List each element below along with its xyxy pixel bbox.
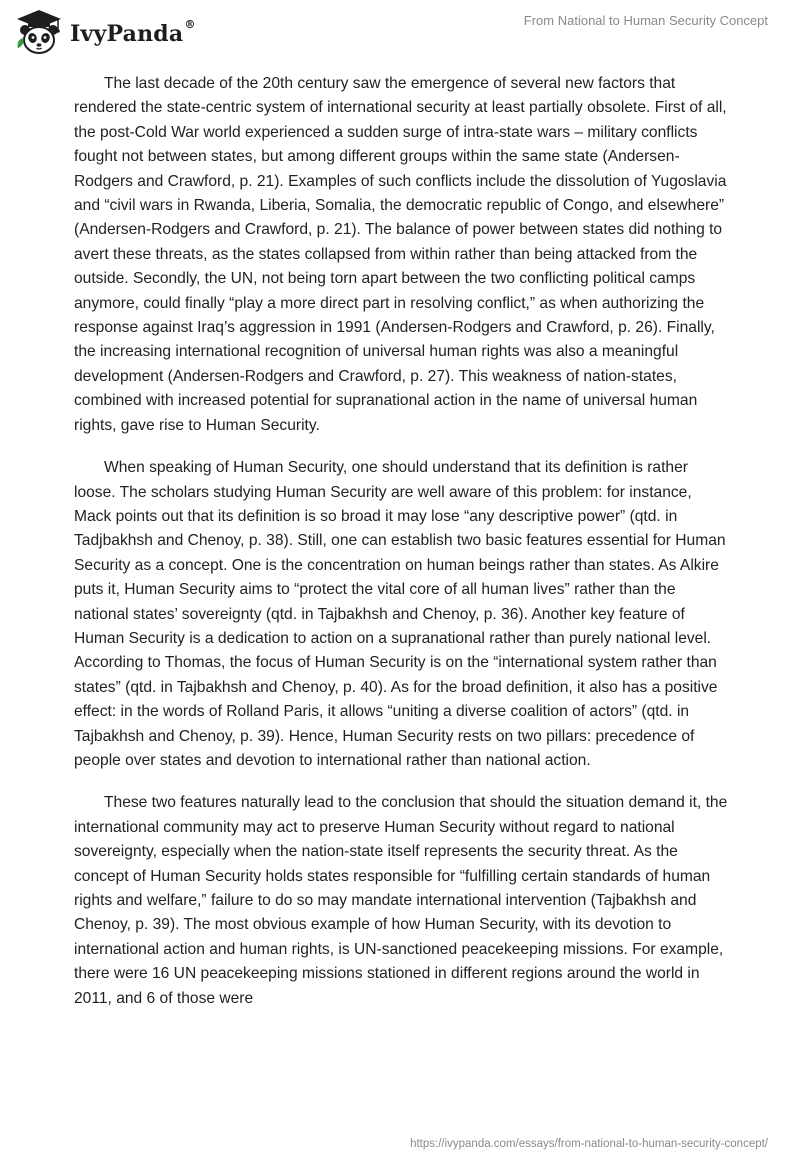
ivypanda-logo[interactable] [14, 8, 196, 58]
brand-name: IvyPanda® [70, 18, 196, 47]
source-url[interactable]: https://ivypanda.com/essays/from-national-to-human-security-concept/ [410, 1138, 768, 1150]
paragraph-3: These two features naturally lead to the conclusion that should the situation demand it, the international community may act to preserve Human Security without regard to national sovereignty, especially when the nation-state itself represents the security threat. As the concept of Human Security holds states responsible for “fulfilling certain standards of human rights and welfare,” failure to do so may mandate international intervention (Tajbakhsh and Chenoy, p. 39). The most obvious example of how Human Security, with its devotion to international action and human rights, is UN-sanctioned peacekeeping missions. For example, there were 16 UN peacekeeping missions stationed in different regions around the world in 2011, and 6 of those were [74, 794, 728, 1007]
essay-body [74, 72, 730, 1029]
document-title: From National to Human Security Concept [523, 13, 768, 28]
paragraph-1: The last decade of the 20th century saw the emergence of several new factors that rendered the state-centric system of international security at least partially obsolete. First of all, the post-Cold War world experienced a sudden surge of intra-state wars – military conflicts fought not between states, but among different groups within the same state (Andersen-Rodgers and Crawford, p. 21). Examples of such conflicts include the dissolution of Yugoslavia and “civil wars in Rwanda, Liberia, Somalia, the democratic republic of Congo, and elsewhere” (Andersen-Rodgers and Crawford, p. 21). The balance of power between states did nothing to avert these threats, as the states collapsed from within rather than being attacked from the outside. Secondly, the UN, not being torn apart between the two conflicting political camps anymore, could finally “play a more direct part in resolving conflict,” as when authorizing the response against Iraq’s aggression in 1991 (Andersen-Rodgers and Crawford, p. 26). Finally, the increasing international recognition of universal human rights was also a meaningful development (Andersen-Rodgers and Crawford, p. 27). This weakness of nation-states, combined with increased potential for supranational action in the name of universal human rights, gave rise to Human Security. [74, 75, 727, 434]
registered-mark: ® [184, 18, 196, 31]
page-header [0, 0, 800, 70]
paragraph-2: When speaking of Human Security, one should understand that its definition is rather loose. The scholars studying Human Security are well aware of this problem: for instance, Mack points out that its definition is so broad it may lose “any descriptive power” (qtd. in Tadjbakhsh and Chenoy, p. 38). Still, one can establish two basic features essential for Human Security as a concept. One is the concentration on human beings rather than states. As Alkire puts it, Human Security aims to “protect the vital core of all human lives” rather than the national states’ sovereignty (qtd. in Tajbakhsh and Chenoy, p. 36). Another key feature of Human Security is a dedication to action on a supranational rather than purely national level. According to Thomas, the focus of Human Security is on the “international system rather than states” (qtd. in Tajbakhsh and Chenoy, p. 40). As for the broad definition, it also has a positive effect: in the words of Rolland Paris, it allows “uniting a diverse coalition of actors” (qtd. in Tajbakhsh and Chenoy, p. 39). Hence, Human Security rests on two pillars: precedence of people over states and devotion to international rather than national action. [74, 459, 726, 769]
panda-graduate-icon [14, 8, 64, 58]
